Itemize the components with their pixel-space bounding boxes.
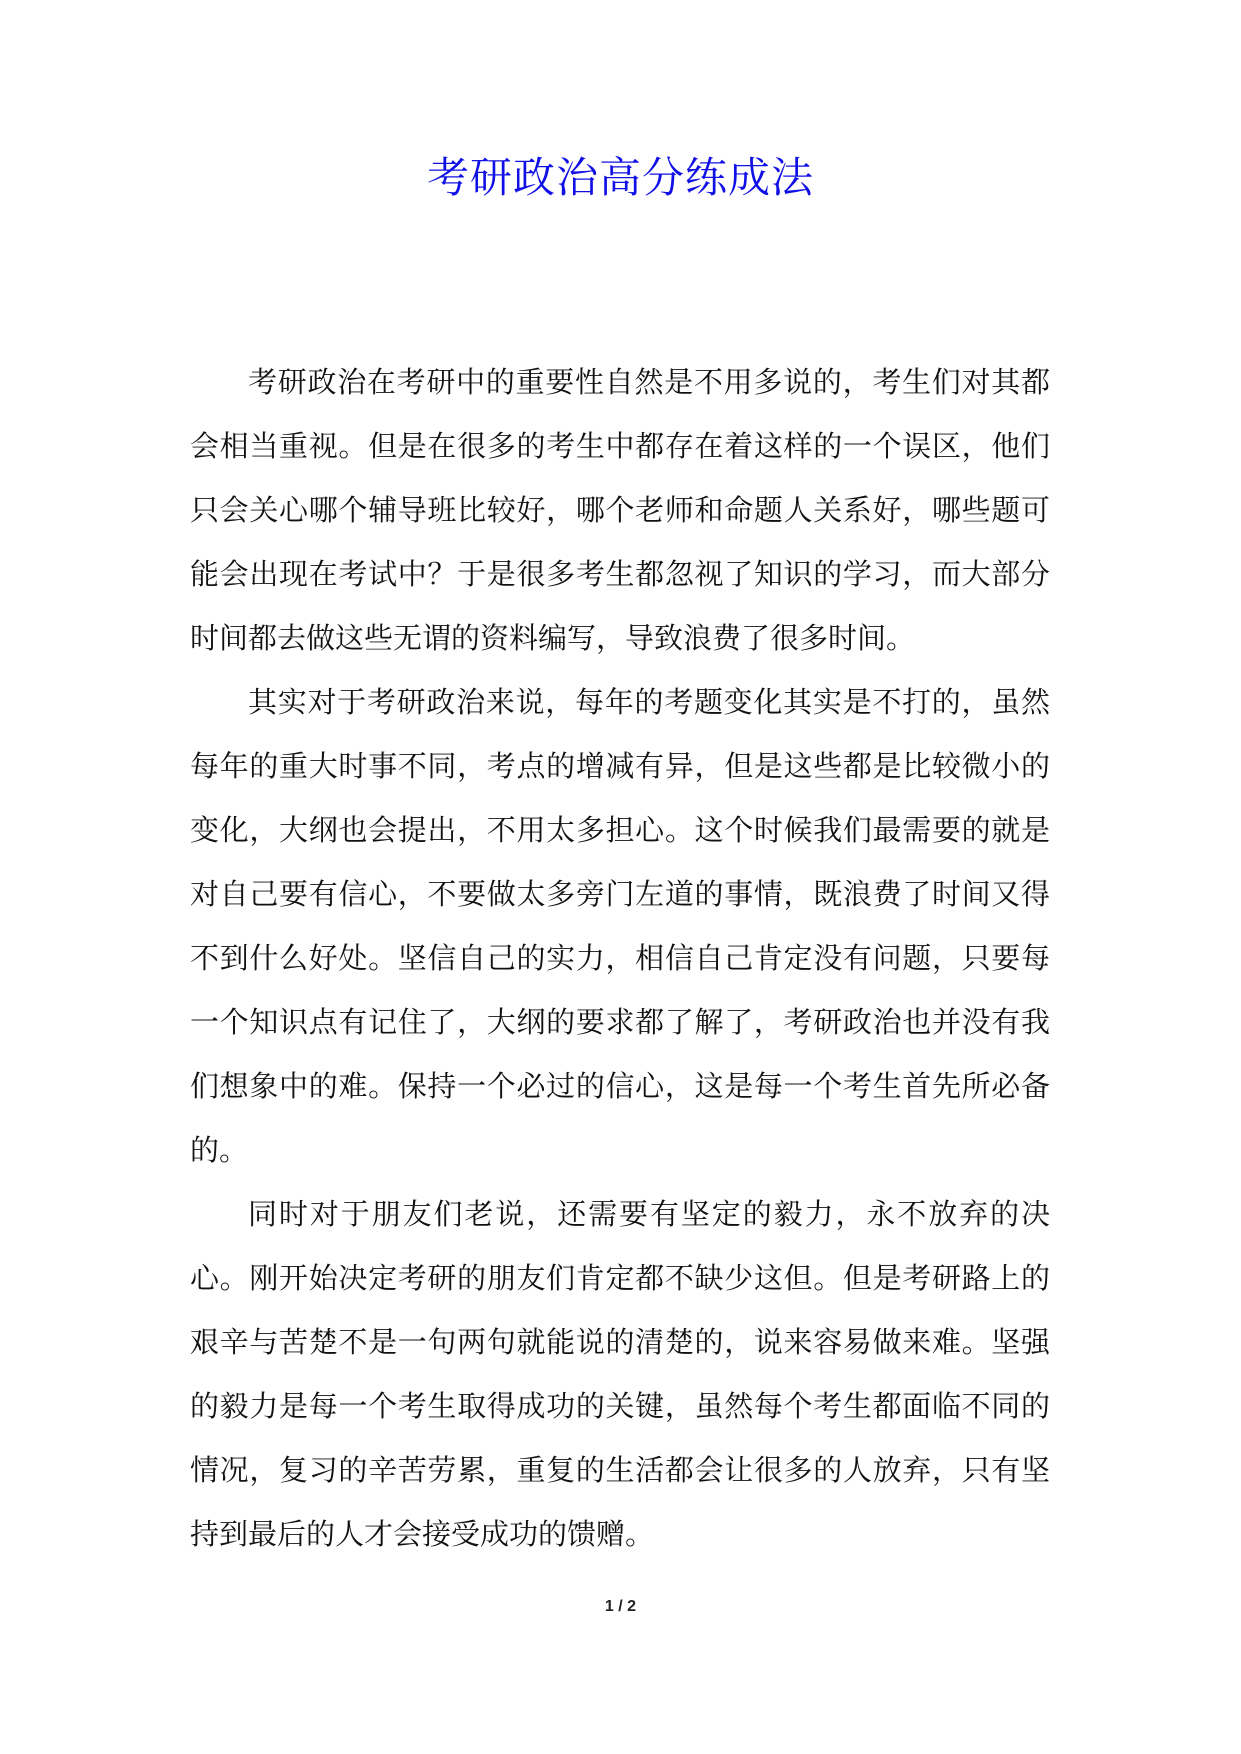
paragraph-1: 考研政治在考研中的重要性自然是不用多说的，考生们对其都会相当重视。但是在很多的考生中都存在着这样的一个误区，他们只会关心哪个辅导班比较好，哪个老师和命题人关系好，哪些题可能会出现在考试中？于是很多考生都忽视了知识的学习，而大部分时间都去做这些无谓的资料编写，导致浪费了很多时间。: [190, 365, 1050, 655]
document-body: [190, 350, 1050, 1566]
document-title: 考研政治高分练成法: [426, 153, 814, 202]
paragraph-3: 同时对于朋友们老说，还需要有坚定的毅力，永不放弃的决心。刚开始决定考研的朋友们肯定都不缺少这但。但是考研路上的艰辛与苦楚不是一句两句就能说的清楚的，说来容易做来难。坚强的毅力是每一个考生取得成功的关键，虽然每个考生都面临不同的情况，复习的辛苦劳累，重复的生活都会让很多的人放弃，只有坚持到最后的人才会接受成功的馈赠。: [190, 1197, 1050, 1551]
paragraph-2: 其实对于考研政治来说，每年的考题变化其实是不打的，虽然每年的重大时事不同，考点的增减有异，但是这些都是比较微小的变化，大纲也会提出，不用太多担心。这个时候我们最需要的就是对自己要有信心，不要做太多旁门左道的事情，既浪费了时间又得不到什么好处。坚信自己的实力，相信自己肯定没有问题，只要每一个知识点有记住了，大纲的要求都了解了，考研政治也并没有我们想象中的难。保持一个必过的信心，这是每一个考生首先所必备的。: [190, 685, 1050, 1167]
page-number: 1 / 2: [604, 1598, 637, 1615]
